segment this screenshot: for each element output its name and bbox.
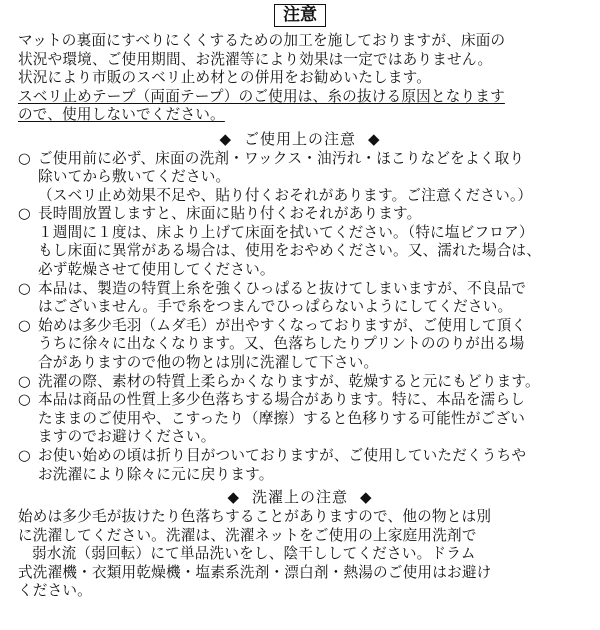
item-text: お洗濯により除々に元に戻ります。 (38, 465, 274, 483)
list-item (18, 373, 588, 392)
list-item (18, 317, 588, 373)
circle-bullet-icon: ○ (18, 391, 31, 409)
washing-line: 式洗濯機・衣類用乾燥機・塩素系洗剤・漂白剤・熱湯のご使用はお避け (18, 563, 492, 581)
diamond-icon: ◆ (360, 488, 373, 507)
usage-list (0, 150, 600, 485)
intro-line: 状況により市販のスベリ止め材との併用をお勧めいたします。 (18, 69, 432, 86)
item-text: はございません。手で糸をつまんでひっぱらないようにしてください。 (38, 298, 513, 316)
diamond-icon: ◆ (227, 488, 240, 507)
page-title: 注意 (274, 4, 326, 27)
item-text: お使い始めの頃は折り目がついておりますが、ご使用していただくうちや (38, 447, 527, 464)
item-note: （スベリ止め効果不足や、貼り付くおそれがあります。ご注意ください。） (38, 186, 533, 204)
circle-bullet-icon: ○ (18, 372, 31, 390)
intro-line: 状況や環境、ご使用期間、お洗濯等により効果は一定ではありません。 (18, 50, 493, 68)
list-item (18, 205, 588, 279)
usage-section-heading (0, 128, 600, 150)
washing-line: ください。 (18, 582, 92, 600)
washing-heading-text: 洗濯上の注意 (251, 488, 348, 507)
item-text: うちに徐々に出なくなります。又、色落ちしたりプリントののりが出る場 (38, 335, 525, 353)
intro-paragraph (0, 32, 600, 125)
intro-warning-line: ので、使用しないでください。 (18, 106, 225, 123)
circle-bullet-icon: ○ (18, 149, 31, 167)
usage-heading-text: ご使用上の注意 (243, 129, 356, 148)
intro-line: マットの裏面にすべりにくくするための加工を施しておりますが、床面の (18, 32, 506, 49)
item-text: 合がありますので他の物とは別に洗濯して下さい。 (38, 354, 379, 372)
washing-line: 始めは多少毛が抜けたり色落ちすることがありますので、他の物とは別 (18, 508, 492, 526)
item-text: 本品は、製造の特質上糸を強くひっぱると抜けてしまいますが、不良品で (38, 279, 527, 297)
list-item (18, 391, 588, 447)
intro-warning-line: スベリ止めテープ（両面テープ）のご使用は、糸の抜ける原因となります (18, 87, 505, 105)
list-item (18, 447, 588, 484)
list-item (18, 280, 588, 317)
list-item (18, 150, 588, 206)
item-text: 長時間放置しますと、床面に貼り付くおそれがあります。 (38, 205, 422, 223)
circle-bullet-icon: ○ (18, 316, 31, 334)
item-text: 除いてから敷いてください。 (38, 168, 231, 186)
washing-paragraph (0, 508, 600, 601)
diamond-icon: ◆ (219, 129, 232, 148)
item-text: たままのご使用や、こすったり（摩擦）すると色移りする可能性がござい (38, 409, 526, 427)
item-text: １週間に１度は、床より上げて床面を拭いてください。（特に塩ビフロア） (38, 223, 534, 241)
circle-bullet-icon: ○ (18, 205, 31, 223)
item-text: もし床面に異常がある場合は、使用をおやめください。又、濡れた場合は、 (38, 242, 541, 260)
diamond-icon: ◆ (368, 129, 381, 148)
item-text: 本品は商品の性質上多少色落ちする場合があります。特に、本品を濡らし (38, 391, 526, 409)
circle-bullet-icon: ○ (18, 447, 31, 464)
circle-bullet-icon: ○ (18, 279, 31, 297)
washing-line: に洗濯してください。洗濯は、洗濯ネットをご使用の上家庭用洗剤で (18, 526, 477, 544)
item-text: ご使用前に必ず、床面の洗剤・ワックス・油汚れ・ほこりなどをよく取り (38, 149, 525, 167)
washing-section-heading (0, 486, 600, 508)
title-area (0, 0, 600, 32)
item-text: 必ず乾燥させて使用してください。 (38, 261, 275, 279)
item-text: 始めは多少毛羽（ムダ毛）が出やすくなっておりますが、ご使用して頂く (38, 316, 527, 334)
washing-line: 弱水流（弱回転）にて単品洗いをし、陰干ししてください。ドラム (32, 545, 476, 563)
item-text: 洗濯の際、素材の特質上柔らかくなりますが、乾燥すると元にもどります。 (38, 372, 540, 390)
item-text: ますのでお避けください。 (38, 428, 216, 446)
